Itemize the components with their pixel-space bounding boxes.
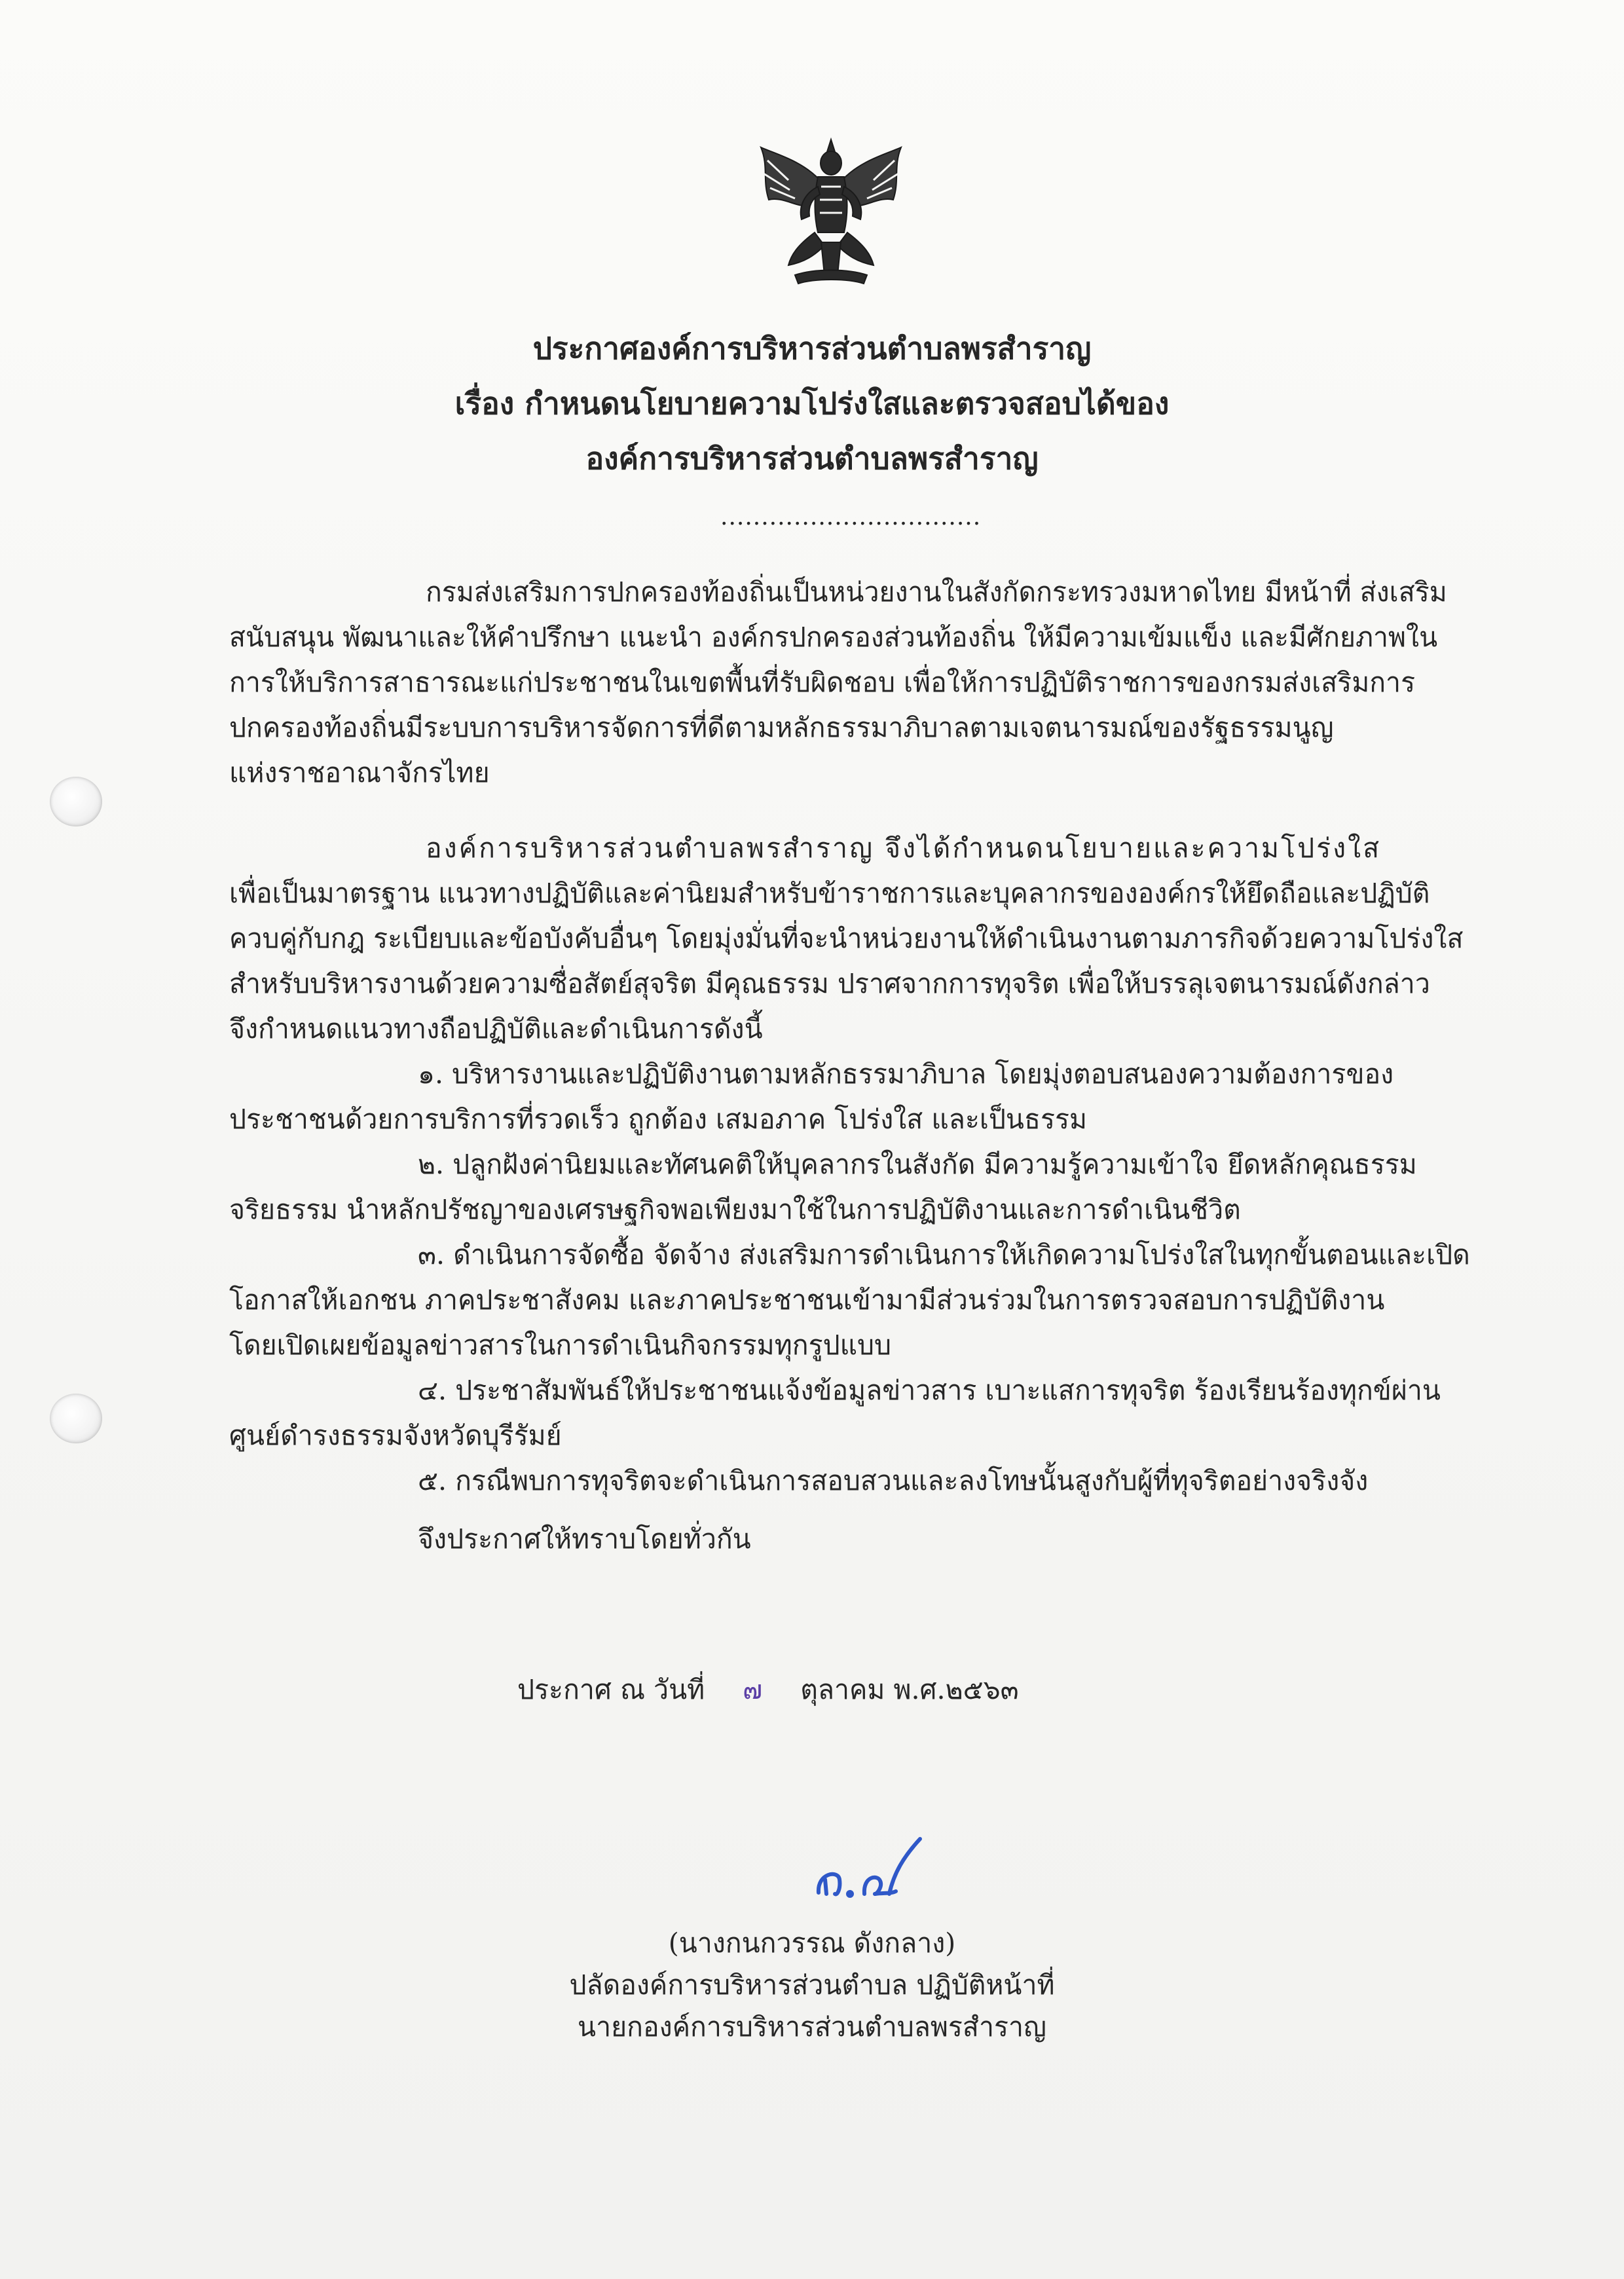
signer-position-line: ปลัดองค์การบริหารส่วนตำบล ปฏิบัติหน้าที่ [569,1969,1055,2001]
item-5-line: ๕. กรณีพบการทุจริตจะดำเนินการสอบสวนและลงโทษนั้นสูงกับผู้ที่ทุจริตอย่างจริงจัง [418,1465,1369,1496]
item-3-line: โอกาสให้เอกชน ภาคประชาสังคม และภาคประชาชนเข้ามามีส่วนร่วมในการตรวจสอบการปฏิบัติงาน [229,1284,1385,1316]
punch-hole-bottom [50,1394,102,1443]
item-3-line: โดยเปิดเผยข้อมูลข่าวสารในการดำเนินกิจกรรมทุกรูปแบบ [229,1329,892,1361]
punch-hole-top [50,777,102,826]
date-prefix: ประกาศ ณ วันที่ [517,1674,705,1705]
signer-position-line: นายกองค์การบริหารส่วนตำบลพรสำราญ [578,2011,1046,2043]
announcement-date [517,1670,1019,1710]
paragraph-2-line: จึงกำหนดแนวทางถือปฏิบัติและดำเนินการดังนี้ [229,1013,763,1045]
item-3-line: ๓. ดำเนินการจัดซื้อ จัดจ้าง ส่งเสริมการดำเนินการให้เกิดความโปร่งใสในทุกขั้นตอนและเปิด [418,1239,1470,1270]
date-month-year: ตุลาคม พ.ศ.๒๕๖๓ [800,1674,1019,1705]
garuda-emblem-icon [749,134,913,298]
closing-line: จึงประกาศให้ทราบโดยทั่วกัน [418,1523,751,1555]
paragraph-1-line: การให้บริการสาธารณะแก่ประชาชนในเขตพื้นที่รับผิดชอบ เพื่อให้การปฏิบัติราชการของกรมส่งเสริมการ [229,667,1416,698]
paragraph-1-line: กรมส่งเสริมการปกครองท้องถิ่นเป็นหน่วยงานในสังกัดกระทรวงมหาดไทย มีหน้าที่ ส่งเสริม [426,576,1447,608]
paragraph-2-line: สำหรับบริหารงานด้วยความซื่อสัตย์สุจริต มีคุณธรรม ปราศจากการทุจริต เพื่อให้บรรลุเจตนารมณ์ดังกล่าว [229,968,1430,999]
paragraph-1-line: ปกครองท้องถิ่นมีระบบการบริหารจัดการที่ดีตามหลักธรรมาภิบาลตามเจตนารมณ์ของรัฐธรรมนูญ [229,712,1334,743]
paragraph-2-line: เพื่อเป็นมาตรฐาน แนวทางปฏิบัติและค่านิยมสำหรับข้าราชการและบุคลากรขององค์กรให้ยึดถือและปฏิบัติ [229,878,1430,909]
announcement-body [229,570,1470,1562]
paragraph-2-line: องค์การบริหารส่วนตำบลพรสำราญ จึงได้กำหนดนโยบายและความโปร่งใส [426,832,1382,864]
title-line-2: เรื่อง กำหนดนโยบายความโปร่งใสและตรวจสอบได้ของ [454,386,1170,421]
paragraph-1-line: แห่งราชอาณาจักรไทย [229,757,490,788]
title-line-3: องค์การบริหารส่วนตำบลพรสำราญ [585,441,1039,476]
item-1-line: ๑. บริหารงานและปฏิบัติงานตามหลักธรรมาภิบาล โดยมุ่งตอบสนองความต้องการของ [418,1058,1394,1090]
item-4-line: ๔. ประชาสัมพันธ์ให้ประชาชนแจ้งข้อมูลข่าวสาร เบาะแสการทุจริต ร้องเรียนร้องทุกข์ผ่าน [418,1375,1441,1406]
handwritten-signature-icon [812,1834,930,1906]
announcement-title [0,321,1624,486]
item-4-line: ศูนย์ดำรงธรรมจังหวัดบุรีรัมย์ [229,1420,562,1451]
signer-block [0,1922,1624,2048]
title-line-1: ประกาศองค์การบริหารส่วนตำบลพรสำราญ [532,331,1092,366]
item-2-line: ๒. ปลูกฝังค่านิยมและทัศนคติให้บุคลากรในสังกัด มีความรู้ความเข้าใจ ยึดหลักคุณธรรม [418,1149,1417,1180]
date-day: ๗ [743,1675,763,1705]
paragraph-1-line: สนับสนุน พัฒนาและให้คำปรึกษา แนะนำ องค์กรปกครองส่วนท้องถิ่น ให้มีความเข้มแข็ง และมีศักยภาพใน [229,621,1438,653]
item-2-line: จริยธรรม นำหลักปรัชญาของเศรษฐกิจพอเพียงมาใช้ในการปฏิบัติงานและการดำเนินชีวิต [229,1194,1241,1225]
title-separator: ................................ [720,504,982,530]
signer-name: (นางกนกวรรณ ดังกลาง) [668,1927,956,1959]
item-1-line: ประชาชนด้วยการบริการที่รวดเร็ว ถูกต้อง เสมอภาค โปร่งใส และเป็นธรรม [229,1103,1088,1135]
paragraph-2-line: ควบคู่กับกฎ ระเบียบและข้อบังคับอื่นๆ โดยมุ่งมั่นที่จะนำหน่วยงานให้ดำเนินงานตามภารกิจด้วยความโปร่งใส [229,923,1464,954]
